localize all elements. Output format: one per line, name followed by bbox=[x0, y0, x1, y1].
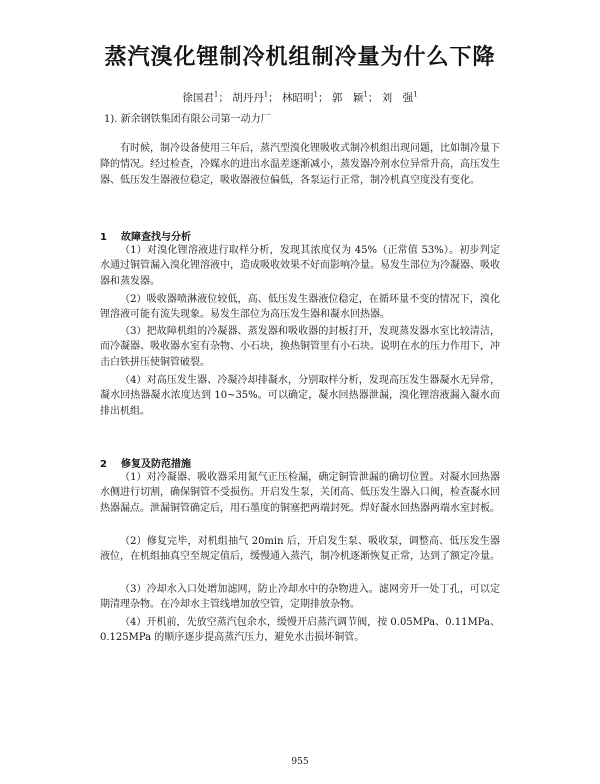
section-title: 故障查找与分析 bbox=[120, 232, 191, 243]
paragraph: （2）吸收器喷淋液位较低，高、低压发生器液位稳定，在循环量不变的情况下，溴化锂溶液可能有流失现象。易发生部位为高压发生器和凝水回热器。 bbox=[100, 294, 500, 321]
section-number: 1 bbox=[100, 232, 107, 243]
author: 徐国君$^1$； bbox=[182, 90, 229, 104]
section-title: 修复及防范措施 bbox=[120, 459, 191, 470]
paragraph: （1）对冷凝器、吸收器采用氮气正压检漏，确定铜管泄漏的确切位置。对凝水回热器水侧进行切割，确保铜管不受损伤。开启发生泵，关闭高、低压发生器入口阀，检查凝水回热器漏点。泄漏铜管确定后，用石墨度的铜塞把两端封死。焊好凝水回热器两端水室封板。 bbox=[100, 472, 500, 514]
paragraph: （4）对高压发生器、冷凝冷却排凝水，分别取样分析，发现高压发生器凝水无异常，凝水回热器凝水浓度达到 10~35%。可以确定，凝水回热器泄漏，溴化锂溶液漏入凝水而排出机组。 bbox=[100, 375, 500, 417]
author: 郭 颖$^1$； bbox=[331, 90, 379, 104]
page-number: 955 bbox=[291, 757, 309, 767]
paragraph: （1）对溴化锂溶液进行取样分析，发现其浓度仅为 45%（正常值 53%）。初步判定水通过铜管漏入溴化锂溶液中，造成吸收效果不好而影响冷量。易发生部位为冷凝器、吸收器和蒸发器。 bbox=[100, 245, 500, 287]
author-list bbox=[0, 90, 600, 105]
section-heading bbox=[100, 228, 191, 243]
paragraph: （2）修复完毕，对机组抽气 20min 后，开启发生泵、吸收泵，调整高、低压发生器液位，在机组抽真空至规定值后，缓慢通入蒸汽，制冷机逐渐恢复正常，达到了额定冷量。 bbox=[100, 536, 500, 563]
abstract: 有时候，制冷设备使用三年后，蒸汽型溴化锂吸收式制冷机组出现问题，比如制冷量下降的情况。经过检查，冷媒水的进出水温差逐渐减小，蒸发器冷剂水位异常升高，高压发生器、低压发生器液位稳定，吸收器液位偏低，各泵运行正常，制冷机真空度没有变化。 bbox=[100, 143, 500, 186]
paragraph: （3）冷却水入口处增加滤网，防止冷却水中的杂物进入。滤网旁开一处丁孔，可以定期清理杂物。在冷却水主管线增加放空管，定期排放杂物。 bbox=[100, 584, 500, 611]
section-number: 2 bbox=[100, 459, 107, 470]
paragraph: （3）把故障机组的冷凝器、蒸发器和吸收器的封板打开，发现蒸发器水室比较清洁，而冷凝器、吸收器水室有杂物、小石块，换热铜管里有小石块。说明在水的压力作用下，冲击白铁拼压使铜管破裂。 bbox=[100, 326, 500, 368]
section-heading bbox=[100, 455, 191, 470]
affiliation: 1). 新余钢铁集团有限公司第一动力厂 bbox=[104, 114, 271, 125]
paper-title: 蒸汽溴化锂制冷机组制冷量为什么下降 bbox=[104, 45, 496, 70]
author: 林昭明$^1$； bbox=[282, 90, 329, 104]
paragraph: （4）开机前，先放空蒸汽包余水，缓慢开启蒸汽调节阀，按 0.05MPa、0.11MPa、0.125MPa 的顺序逐步提高蒸汽压力，避免水击损坏铜管。 bbox=[100, 617, 500, 644]
author: 胡丹丹$^1$； bbox=[232, 90, 279, 104]
author: 刘 强$^1$ bbox=[381, 90, 418, 104]
